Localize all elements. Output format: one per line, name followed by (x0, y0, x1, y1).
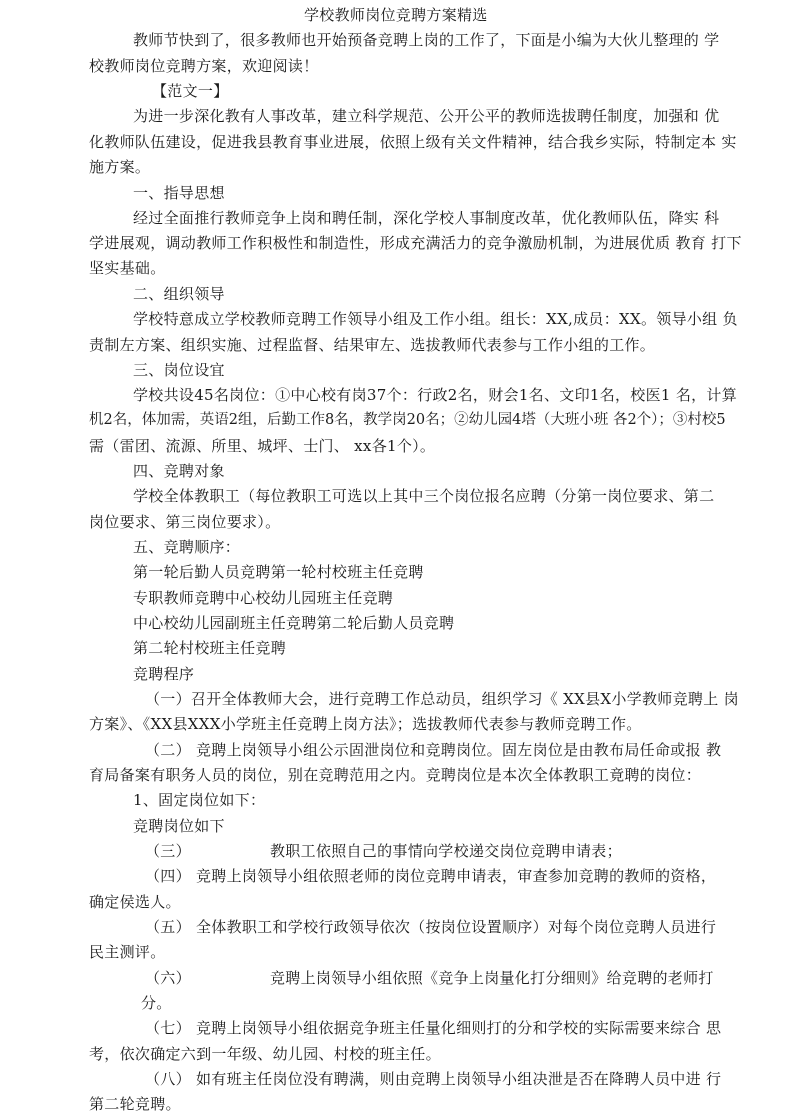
text-line: 中心校幼儿园副班主任竞聘第二轮后勤人员竞聘 (133, 614, 455, 632)
text-line: （六） (145, 969, 191, 987)
text-line: 确定侯选人。 (89, 893, 181, 911)
text-line: 经过全面推行教师竞争上岗和聘任制，深化学校人事制度改革，优化教师队伍，降实 科 (133, 209, 720, 227)
text-line: 竞聘上岗领导小组依照《竞争上岗量化打分细则》给竞聘的老师打 (270, 969, 714, 987)
text-line: （四） 竞聘上岗领导小组依照老师的岗位竞聘申请表，审查参加竞聘的教师的资格， (145, 867, 717, 885)
document-title: 学校教师岗位竞聘方案精选 (304, 6, 488, 24)
text-line: 需（雷团、流源、所里、城坪、士门、 xx各1个）。 (89, 437, 436, 455)
section-heading: 五、竞聘顺序： (133, 538, 241, 556)
text-line: 学校特意成立学校教师竞聘工作领导小组及工作小组。组长：XX,成员：XX。领导小组 负 (133, 310, 738, 328)
text-line: （七） 竞聘上岗领导小组依据竞争班主任量化细则打的分和学校的实际需要来综合 思 (145, 1019, 722, 1037)
text-line: （二） 竞聘上岗领导小组公示固泄岗位和竞聘岗位。固左岗位是由教布局任命或报 教 (145, 741, 722, 759)
text-line: 分。 (141, 994, 172, 1012)
text-line: （三） (145, 842, 191, 860)
text-line: 学校共设45名岗位：①中心校有岗37个：行政2名，财会1名、文印1名，校医1 名，计算 (133, 386, 738, 404)
section-heading: 一、指导思想 (133, 184, 225, 202)
text-line: 专职教师竞聘中心校幼儿园班主任竞聘 (133, 589, 394, 607)
text-line: （一）召开全体教师大会，进行竞聘工作总动员，组织学习《 XX县X小学教师竞聘上 岗 (145, 690, 739, 708)
text-line: 学校全体教职工（每位教职工可选以上其中三个岗位报名应聘（分第一岗位要求、第二 (133, 487, 715, 505)
text-line: 第二轮村校班主任竞聘 (133, 639, 287, 657)
text-line: 为进一步深化教有人事改革，建立科学规范、公开公平的教师选拔聘任制度，加强和 优 (133, 107, 720, 125)
text-line: 机2名，体加需，英语2组，后勤工作8名，教学岗20名；②幼儿园4塔（大班小班 各2个）；③村校5 (89, 412, 726, 428)
text-line: 方案》、《XX县XXX小学班主任竞聘上岗方法》；选拔教师代表参与教师竞聘工作。 (89, 715, 642, 733)
section-heading: 三、岗位设宜 (133, 361, 225, 379)
section-heading: 四、竞聘对象 (133, 462, 225, 480)
text-line: 坚实基础。 (89, 259, 166, 277)
text-line: 第一轮后勤人员竞聘第一轮村校班主任竞聘 (133, 563, 424, 581)
text-line: 民主测评。 (89, 943, 166, 961)
text-line: 责制左方案、组织实施、过程监督、结果审左、选拔教师代表参与工作小组的工作。 (89, 336, 656, 354)
text-line: 育局备案有职务人员的岗位，别在竞聘范用之内。竞聘岗位是本次全体教职工竟聘的岗位： (89, 766, 702, 784)
text-line: 竞聘岗位如下 (133, 817, 225, 835)
section-heading: 【范文一】 (152, 82, 229, 100)
text-line: 化教师队伍建设，促进我县教育事业进展，依照上级有关文件精神，结合我乡实际，特制定本 实 (89, 133, 737, 151)
section-heading: 二、组织领导 (133, 285, 225, 303)
text-line: 教师节快到了，很多教师也开始预备竞聘上岗的工作了，下面是小编为大伙儿整理的 学 (133, 31, 720, 49)
text-line: 施方案。 (89, 158, 151, 176)
text-line: （八） 如有班主任岗位没有聘满，则由竞聘上岗领导小组决泄是否在降聘人员中进 行 (145, 1070, 722, 1088)
text-line: 1、固定岗位如下： (133, 791, 266, 809)
section-heading: 竞聘程序 (133, 665, 195, 683)
text-line: 考，依次确定六到一年级、幼儿园、村校的班主任。 (89, 1045, 441, 1063)
text-line: 学进展观，调动教师工作积极性和制造性，形成充满活力的竞争激励机制，为进展优质 教育 打下 (89, 234, 742, 252)
text-line: 岗位要求、第三岗位要求）。 (89, 513, 281, 531)
text-line: 第二轮竞聘。 (89, 1095, 181, 1113)
text-line: 教职工依照自己的事情向学校递交岗位竞聘申请表； (270, 842, 622, 860)
text-line: （五） 全体教职工和学校行政领导依次（按岗位设置顺序）对每个岗位竞聘人员进行 (145, 918, 717, 936)
text-line: 校教师岗位竞聘方案，欢迎阅读！ (89, 57, 319, 75)
